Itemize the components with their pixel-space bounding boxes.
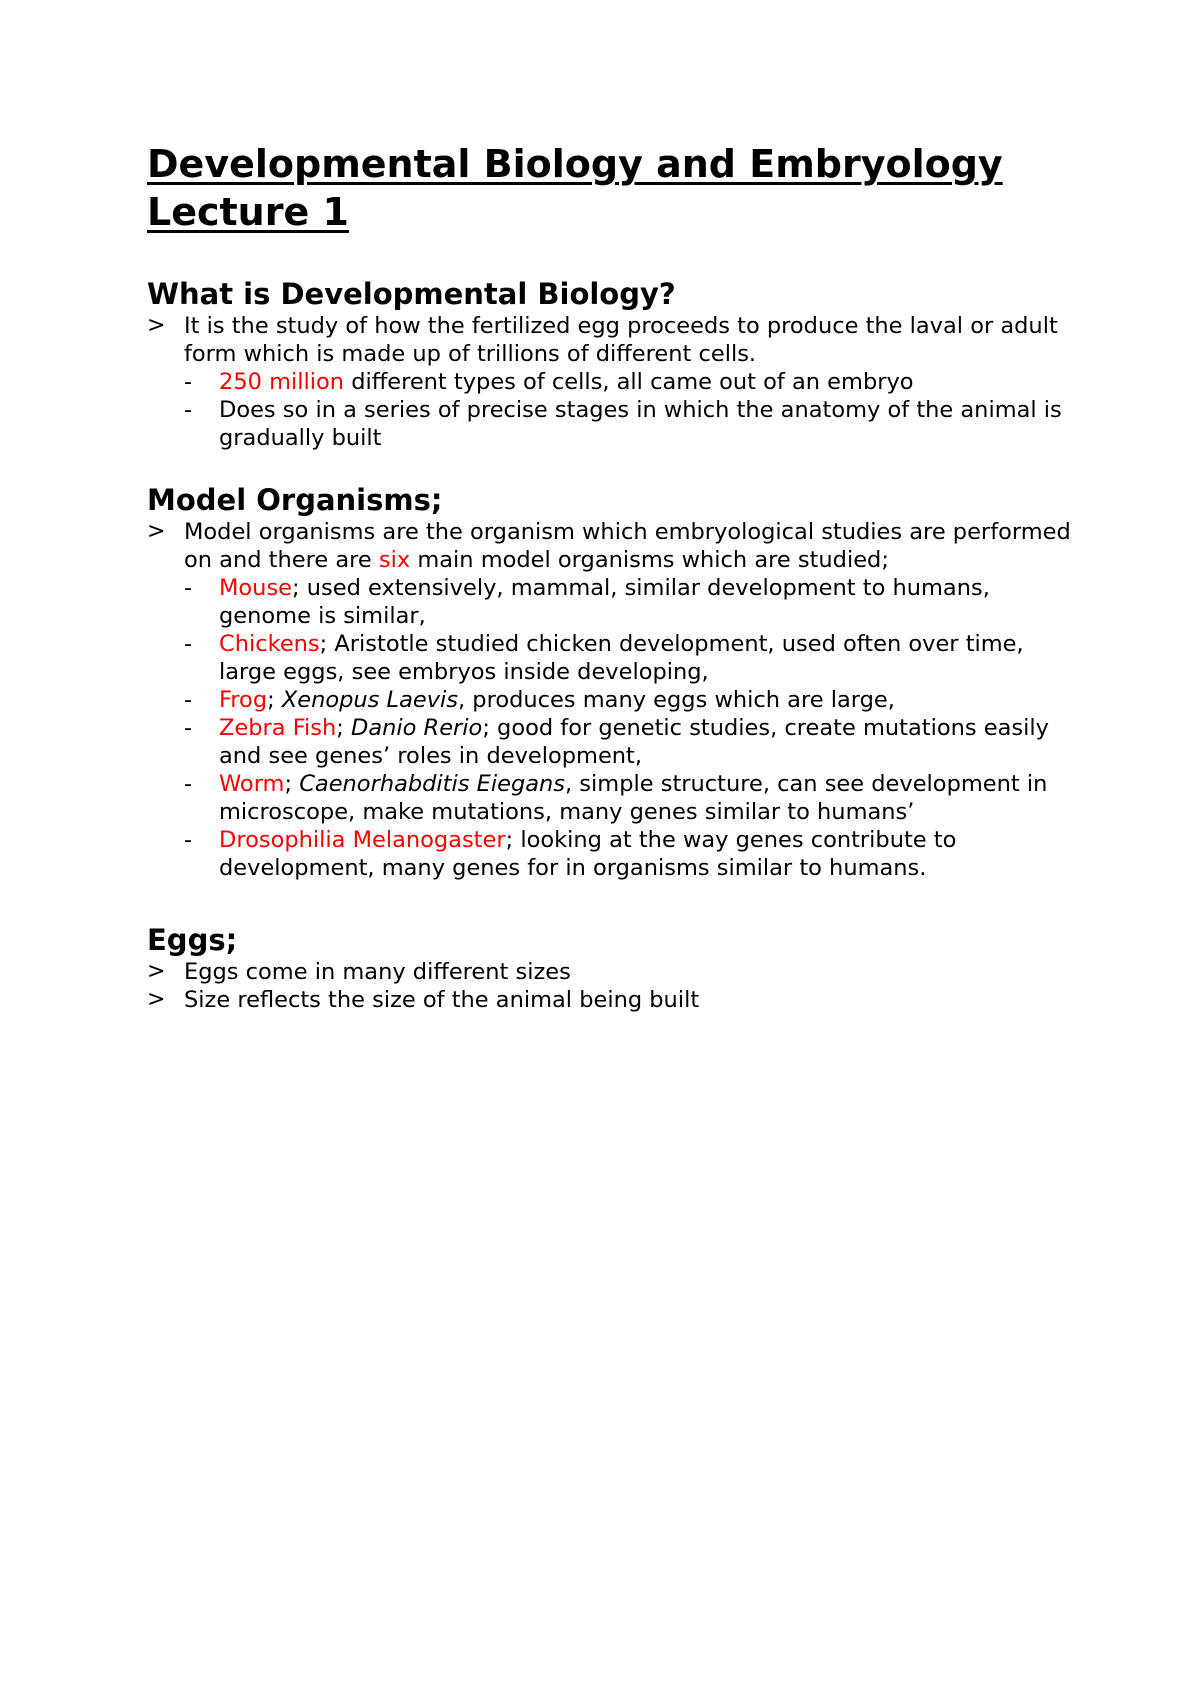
section-what-is-developmental-biology bbox=[147, 276, 1077, 452]
dash-bullet-icon: - bbox=[184, 575, 193, 601]
organism-item-chickens bbox=[147, 630, 1077, 686]
document-page bbox=[147, 140, 1077, 1014]
organism-item-mouse bbox=[147, 574, 1077, 630]
dash-bullet-icon: - bbox=[184, 687, 193, 713]
list-item-text: main model organisms which are studied; bbox=[410, 547, 889, 573]
organism-name: Chickens bbox=[219, 631, 320, 657]
separator-text: ; bbox=[336, 715, 352, 741]
bullet-list bbox=[147, 958, 1077, 1014]
dash-bullet-icon: - bbox=[184, 631, 193, 657]
sub-bullet-list bbox=[184, 368, 1077, 452]
list-item bbox=[147, 518, 1077, 882]
section-heading: Eggs; bbox=[147, 923, 238, 957]
sub-bullet-list bbox=[184, 574, 1077, 882]
organism-description: ; Aristotle studied chicken development, used often over time, large eggs, see embryos inside developing, bbox=[219, 631, 1024, 685]
organism-description: ; used extensively, mammal, similar development to humans, genome is similar, bbox=[219, 575, 990, 629]
organism-name: Worm bbox=[219, 771, 285, 797]
title-line-2: Lecture 1 bbox=[147, 190, 349, 234]
dash-bullet-icon: - bbox=[184, 715, 193, 741]
organism-name: Drosophilia Melanogaster bbox=[219, 827, 506, 853]
dash-bullet-icon: - bbox=[184, 827, 193, 853]
arrow-bullet-icon: > bbox=[147, 959, 166, 984]
section-model-organisms bbox=[147, 482, 1077, 882]
list-item bbox=[147, 986, 1077, 1014]
highlight-text: six bbox=[378, 547, 411, 573]
list-item-text: It is the study of how the fertilized egg proceeds to produce the laval or adult form which is made up of trillions of different cells. bbox=[184, 313, 1058, 367]
sub-list-item bbox=[147, 368, 1077, 396]
scientific-name: Xenopus Laevis bbox=[281, 687, 458, 713]
title-line-1: Developmental Biology and Embryology bbox=[147, 142, 1003, 186]
section-heading: What is Developmental Biology? bbox=[147, 277, 676, 311]
section-eggs bbox=[147, 922, 1077, 1014]
list-item bbox=[147, 958, 1077, 986]
list-item-text: Eggs come in many different sizes bbox=[184, 959, 571, 985]
list-item-text: Model organisms are the organism which embryological studies are performed on and there are bbox=[184, 519, 1071, 573]
list-item bbox=[147, 312, 1077, 452]
highlight-text: 250 million bbox=[219, 369, 345, 395]
organism-description: , simple structure, can see development in microscope, make mutations, many genes similar to humans’ bbox=[219, 771, 1048, 825]
organism-description: , produces many eggs which are large, bbox=[458, 687, 895, 713]
section-heading: Model Organisms; bbox=[147, 483, 443, 517]
organism-item-drosophilia bbox=[147, 826, 1077, 882]
arrow-bullet-icon: > bbox=[147, 313, 166, 338]
arrow-bullet-icon: > bbox=[147, 519, 166, 544]
organism-description: ; looking at the way genes contribute to development, many genes for in organisms similar to humans. bbox=[219, 827, 957, 881]
dash-bullet-icon: - bbox=[184, 771, 193, 797]
organism-description: ; good for genetic studies, create mutations easily and see genes’ roles in development, bbox=[219, 715, 1049, 769]
dash-bullet-icon: - bbox=[184, 397, 193, 423]
organism-item-frog bbox=[147, 686, 1077, 714]
bullet-list bbox=[147, 518, 1077, 882]
organism-item-worm bbox=[147, 770, 1077, 826]
separator-text: ; bbox=[284, 771, 300, 797]
scientific-name: Caenorhabditis Eiegans bbox=[299, 771, 565, 797]
list-item-text: Size reflects the size of the animal being built bbox=[184, 987, 700, 1013]
sub-item-text: different types of cells, all came out of an embryo bbox=[344, 369, 914, 395]
bullet-list bbox=[147, 312, 1077, 452]
scientific-name: Danio Rerio bbox=[351, 715, 483, 741]
separator-text: ; bbox=[267, 687, 282, 713]
sub-item-text: Does so in a series of precise stages in which the anatomy of the animal is gradually built bbox=[219, 397, 1062, 451]
organism-name: Zebra Fish bbox=[219, 715, 337, 741]
document-title bbox=[147, 140, 1077, 236]
organism-name: Mouse bbox=[219, 575, 293, 601]
organism-item-zebra-fish bbox=[147, 714, 1077, 770]
organism-name: Frog bbox=[219, 687, 268, 713]
sub-list-item bbox=[147, 396, 1077, 452]
arrow-bullet-icon: > bbox=[147, 987, 166, 1012]
dash-bullet-icon: - bbox=[184, 369, 193, 395]
